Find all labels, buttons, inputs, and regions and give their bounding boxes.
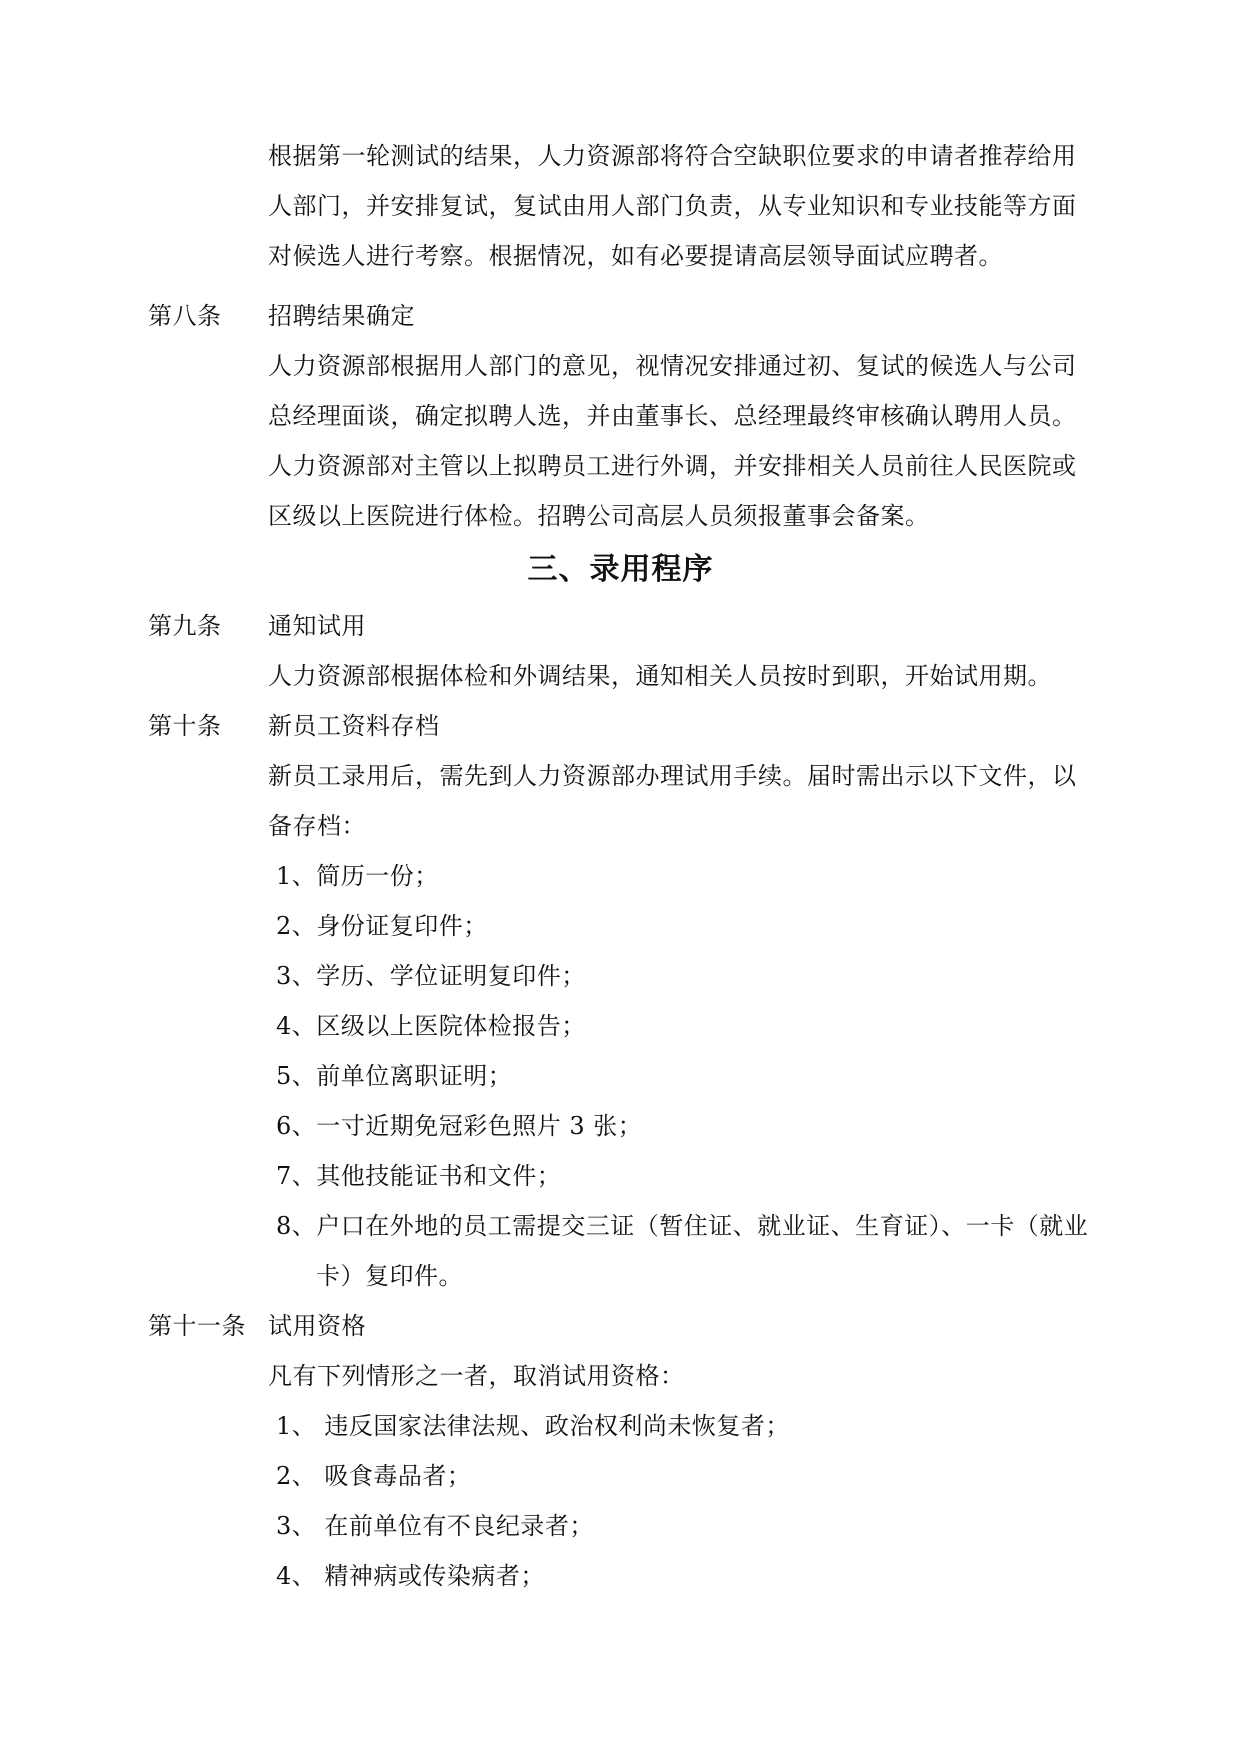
article-9-line-1: 人力资源部根据体检和外调结果，通知相关人员按时到职，开始试用期。 xyxy=(268,662,1052,690)
list-item: 2、 吸食毒品者； xyxy=(276,1462,472,1490)
article-8-label: 第八条 xyxy=(148,302,222,330)
article-10-line-2: 备存档： xyxy=(268,812,366,840)
list-item: 3、学历、学位证明复印件； xyxy=(276,962,586,990)
article-8-line-1: 人力资源部根据用人部门的意见，视情况安排通过初、复试的候选人与公司 xyxy=(268,352,1077,380)
list-item: 2、身份证复印件； xyxy=(276,912,488,940)
section-heading: 三、录用程序 xyxy=(527,552,714,587)
list-item: 7、其他技能证书和文件； xyxy=(276,1162,562,1190)
list-item: 4、 精神病或传染病者； xyxy=(276,1562,545,1590)
article-11-title: 试用资格 xyxy=(268,1312,366,1340)
list-item: 3、 在前单位有不良纪录者； xyxy=(276,1512,594,1540)
list-item-continuation: 卡）复印件。 xyxy=(316,1262,463,1290)
article-10-line-1: 新员工录用后，需先到人力资源部办理试用手续。届时需出示以下文件，以 xyxy=(268,762,1077,790)
list-item: 6、一寸近期免冠彩色照片 3 张； xyxy=(276,1112,643,1140)
article-10-label: 第十条 xyxy=(148,712,222,740)
intro-line-1: 根据第一轮测试的结果，人力资源部将符合空缺职位要求的申请者推荐给用 xyxy=(268,142,1077,170)
intro-line-2: 人部门，并安排复试，复试由用人部门负责，从专业知识和专业技能等方面 xyxy=(268,192,1077,220)
article-11-line-1: 凡有下列情形之一者，取消试用资格： xyxy=(268,1362,685,1390)
list-item: 1、简历一份； xyxy=(276,862,439,890)
article-8-title: 招聘结果确定 xyxy=(268,302,415,330)
article-9-title: 通知试用 xyxy=(268,612,366,640)
article-9-label: 第九条 xyxy=(148,612,222,640)
article-10-title: 新员工资料存档 xyxy=(268,712,440,740)
list-item: 1、 违反国家法律法规、政治权利尚未恢复者； xyxy=(276,1412,790,1440)
article-8-line-3: 人力资源部对主管以上拟聘员工进行外调，并安排相关人员前往人民医院或 xyxy=(268,452,1077,480)
list-item: 8、户口在外地的员工需提交三证（暂住证、就业证、生育证）、一卡（就业 xyxy=(276,1212,1089,1240)
article-8-line-4: 区级以上医院进行体检。招聘公司高层人员须报董事会备案。 xyxy=(268,502,930,530)
list-item: 5、前单位离职证明； xyxy=(276,1062,513,1090)
article-11-label: 第十一条 xyxy=(148,1312,246,1340)
intro-line-3: 对候选人进行考察。根据情况，如有必要提请高层领导面试应聘者。 xyxy=(268,242,1003,270)
article-8-line-2: 总经理面谈，确定拟聘人选，并由董事长、总经理最终审核确认聘用人员。 xyxy=(268,402,1077,430)
list-item: 4、区级以上医院体检报告； xyxy=(276,1012,586,1040)
